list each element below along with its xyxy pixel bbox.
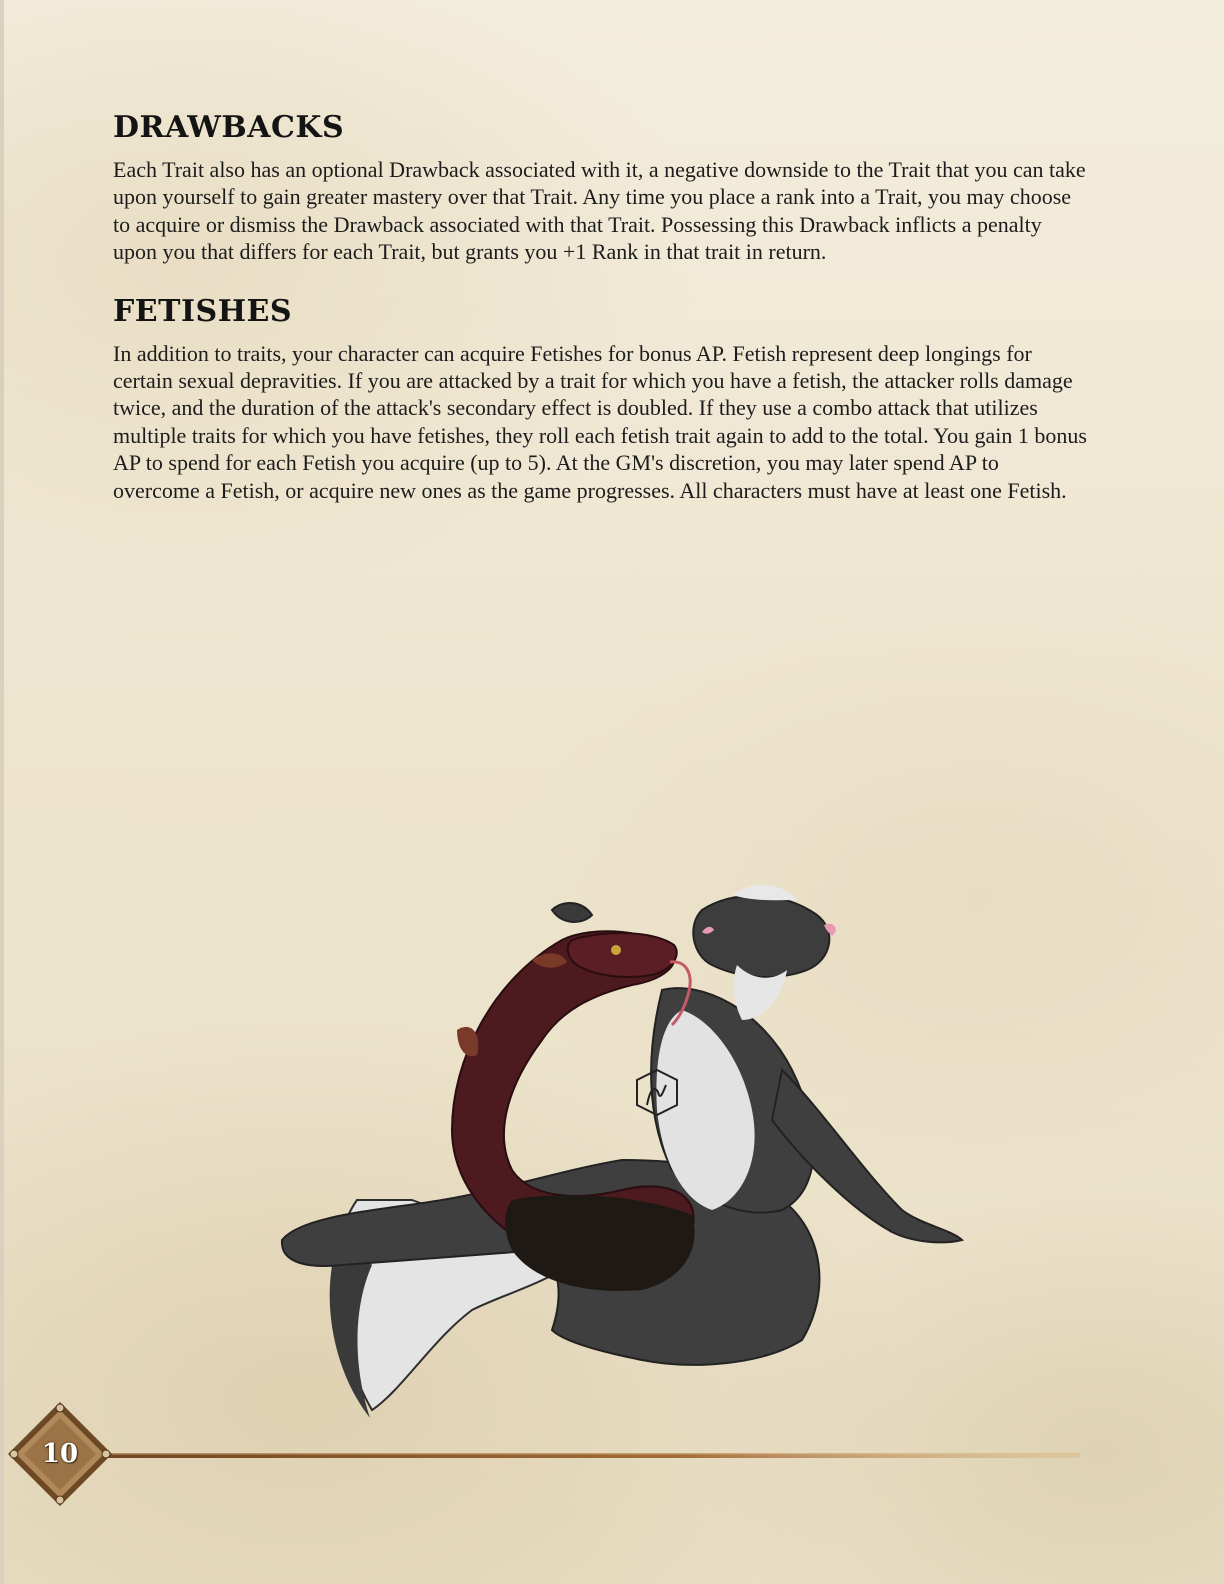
page-edge [0, 0, 4, 1584]
page-number: 10 [41, 1439, 79, 1469]
drawbacks-section [113, 110, 1088, 266]
fetishes-paragraph: In addition to traits, your character can acquire Fetishes for bonus AP. Fetish represent deep longings for certain sexual depravities. If you are attacked by a trait for which you have a fetish, the attacker rolls damage twice, and the duration of the attack's secondary effect is doubled. If they use a combo attack that utilizes multiple traits for which you have fetishes, they roll each fetish trait again to add to the total. You gain 1 bonus AP to spend for each Fetish you acquire (up to 5). At the GM's discretion, you may later spend AP to overcome a Fetish, or acquire new ones as the game progresses. All characters must have at least one Fetish. [113, 340, 1087, 503]
fetishes-heading: FETISHES [113, 293, 293, 329]
fetishes-section [113, 294, 1088, 504]
main-content [113, 110, 1088, 504]
drawbacks-heading: DRAWBACKS [113, 110, 345, 145]
footer-divider [70, 1452, 1080, 1460]
snake-and-skunk-illustration [262, 870, 972, 1430]
drawbacks-paragraph: Each Trait also has an optional Drawback associated with it, a negative downside to the Trait that you can take upon yourself to gain greater mastery over that Trait. Any time you place a rank into a Trait, you may choose to acquire or dismiss the Drawback associated with that Trait. Possessing this Drawback inflicts a penalty upon you that differs for each Trait, but grants you +1 Rank in that trait in return. [113, 157, 1086, 265]
